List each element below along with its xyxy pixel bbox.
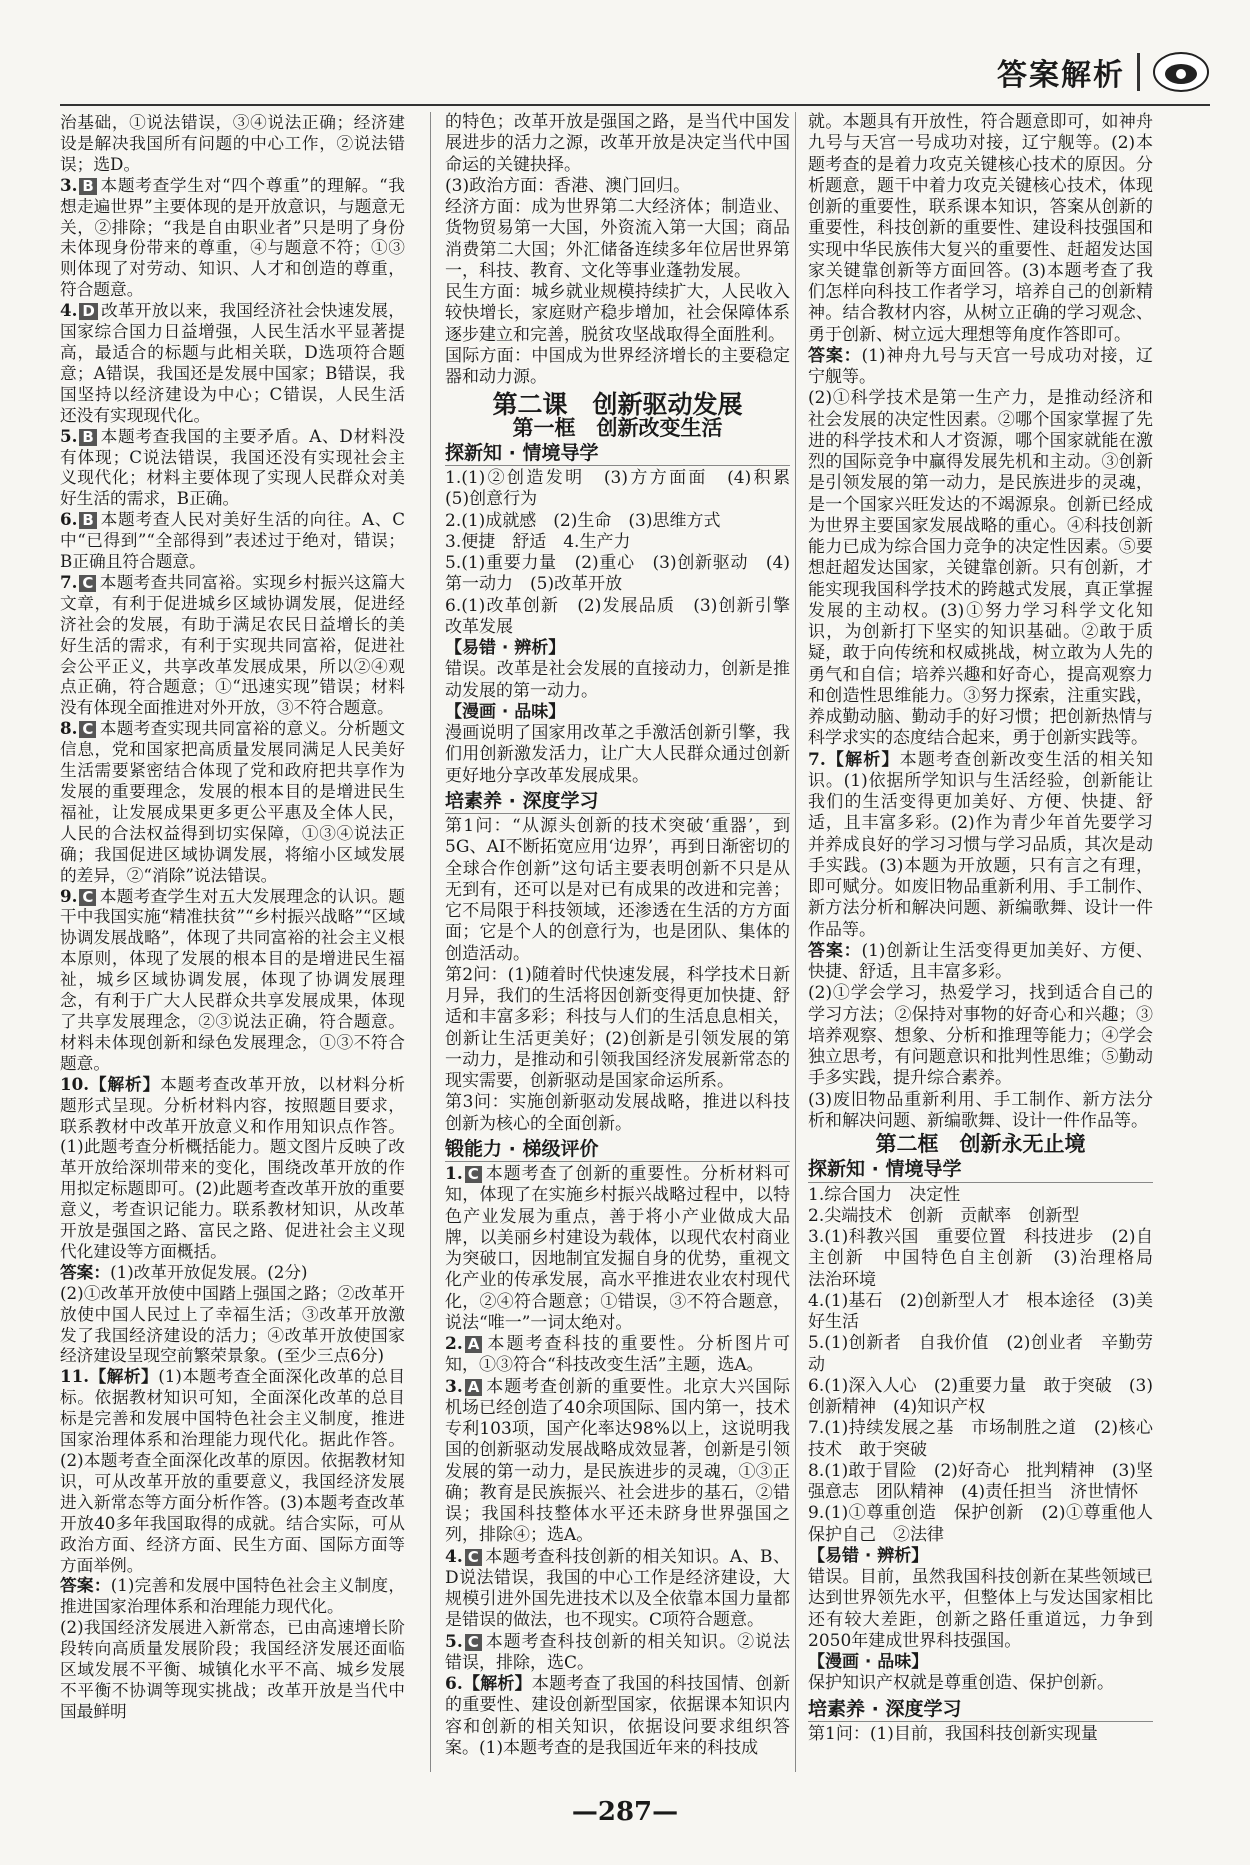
explanation-text: 本题考查科技创新的相关知识。②说法错误，排除，选C。 — [445, 1631, 790, 1673]
paragraph — [808, 388, 1153, 749]
paragraph — [445, 659, 790, 702]
page-header — [997, 50, 1210, 94]
paragraph-text: 就。本题具有开放性，符合题意即可，如神舟九号与天宫一号成功对接，辽宁舰等。(2)本题考查的是着力攻克关键核心技术的原因。分析题意，题干中着力攻克关键核心技术，体现创新的重要性，联系课本知识，答案从创新的重要性，科技创新的重要性、建设科技强国和实现中华民族伟大复兴的重要性、赶超发达国家关键靠创新等方面回答。(3)本题考查了我们怎样向科技工作者学习，培养自己的创新精神。结合教材内容，从树立正确的学习观念、勇于创新、树立远大理想等角度作答即可。 — [808, 112, 1153, 345]
answer-letter: C — [79, 575, 96, 592]
question-number: 7. — [60, 571, 78, 592]
question-number: 9. — [60, 885, 78, 906]
analysis-text: 本题考查改革开放，以材料分析题形式呈现。分析材料内容，按照题目要求，联系教材中改革开放意义和作用知识点作答。(1)此题考查分析概括能力。题文图片反映了改革开放给深圳带来的变化，围绕改革开放的作用拟定标题即可。(2)此题考查改革开放的重要意义，考查识记能力。联系教材知识，从改革开放是强国之路、富民之路、促进社会主义现代化建设等方面概括。 — [60, 1073, 405, 1261]
paragraph-text: 1.(1)②创造发明 (3)方方面面 (4)积累 (5)创意行为 — [445, 468, 807, 510]
question-number: 3. — [445, 1376, 463, 1397]
paragraph — [60, 112, 405, 175]
question-number: 10. — [60, 1073, 90, 1094]
header-title: 答案解析 — [997, 58, 1125, 93]
paragraph-text: 经济方面：成为世界第二大经济体；制造业、货物贸易第一大国，外资流入第一大国；商品消费第二大国；外汇储备连续多年位居世界第一，科技、教育、文化等事业蓬勃发展。 — [445, 197, 790, 281]
question-number: 11. — [60, 1366, 90, 1387]
question-explanation — [445, 1334, 790, 1377]
paragraph-text: 2.尖端技术 创新 贡献率 创新型 — [808, 1205, 1080, 1226]
paragraph-text: 6.(1)深入人心 (2)重要力量 敢于突破 (3)创新精神 (4)知识产权 — [808, 1375, 1153, 1417]
question-analysis — [445, 1674, 790, 1759]
explanation-text: 改革开放以来，我国经济社会快速发展，国家综合国力日益增强，人民生活水平显著提高，最适合的标题与此相关联，D选项符合题意；A错误，我国还是发展中国家；B错误，我国坚持以经济建设为中心；C错误，人民生活还没有实现现代化。 — [60, 300, 405, 425]
header-rule — [60, 104, 1210, 106]
paragraph — [445, 197, 790, 282]
explanation-text: 本题考查创新的重要性。北京大兴国际机场已经创造了40余项国际、国内第一，技术专利103项，国产化率达98%以上，这说明我国的创新驱动发展战略成效显著，创新是引领发展的第一动力，是民族进步的灵魂，①③正确；教育是民族振兴、社会进步的基石，②错误；我国科技整体水平还未跻身世界强国之列，排除④；选A。 — [445, 1376, 790, 1546]
paragraph — [445, 532, 790, 553]
analysis-text: (1)本题考查全面深化改革的总目标。依据教材知识可知，全面深化改革的总目标是完善和发展中国特色社会主义制度，推进国家治理体系和治理能力现代化。据此作答。(2)本题考查全面深化改革的原因。依据教材知识，可从改革开放的重要意义，我国经济发展进入新常态等方面分析作答。(3)本题考查改革开放40多年我国取得的成就。结合实际，可从政治方面、经济方面、民生方面、国际方面等方面举例。 — [60, 1366, 406, 1575]
paragraph — [445, 595, 807, 639]
explanation-text: 本题考查人民对美好生活的向往。A、C中“已得到”“全部得到”表述过于绝对，错误；B正确且符合题意。 — [60, 509, 405, 572]
paragraph — [808, 941, 1153, 984]
subheading: 【易错 · 辨析】 — [808, 1545, 929, 1566]
section-title: 第二框 创新永无止境 — [875, 1132, 1086, 1156]
paragraph — [808, 1333, 1153, 1376]
question-explanation — [60, 426, 405, 510]
question-number: 7. — [808, 749, 826, 770]
paragraph — [445, 723, 790, 787]
paragraph — [808, 1227, 1170, 1291]
column-middle — [445, 112, 807, 1759]
answer-letter: B — [79, 512, 96, 529]
paragraph-text: 7.(1)持续发展之基 市场制胜之道 (2)核心技术 敢于突破 — [808, 1418, 1153, 1460]
question-number: 1. — [445, 1164, 463, 1184]
question-number: 6. — [445, 1674, 463, 1694]
section-heading: 培素养 · 深度学习 — [808, 1699, 1153, 1722]
explanation-text: 本题考查学生对“四个尊重”的理解。“我想走遍世界”主要体现的是开放意识，与题意无关，②排除；“我是自由职业者”只是明了身份未体现身份带来的尊重，④与题意不符；①③则体现了对劳动、知识、人才和创造的尊重，符合题意。 — [60, 174, 405, 300]
paragraph-text: (1)创新让生活变得更加美好、方便、快捷、舒适，且丰富多彩。 — [808, 940, 1153, 982]
paragraph-text: 2.(1)成就感 (2)生命 (3)思维方式 — [445, 510, 721, 531]
paragraph — [445, 553, 790, 596]
paragraph-text: (3)废旧物品重新利用、手工制作、新方法分析和解决问题、新编歌舞、设计一件作品等。 — [808, 1089, 1153, 1131]
answer-letter: C — [79, 889, 96, 906]
paragraph-text: 第2问：(1)随着时代快速发展，科学技术日新月异，我们的生活将因创新变得更加快捷、舒适和丰富多彩；科技与人们的生活息息相关，创新让生活更美好；(2)创新是引领发展的第一动力，是推动和引领我国经济发展新常态的现实需要，创新驱动是国家命运所系。 — [445, 964, 790, 1091]
answer-letter: B — [79, 429, 96, 446]
subheading: 【漫画 · 品味】 — [808, 1652, 929, 1672]
explanation-text: 本题考查共同富裕。实现乡村振兴这篇大文章，有利于促进城乡区域协调发展，促进经济社会的发展，有助于满足农民日益增长的美好生活的需求，有利于实现共同富裕，促进社会公平正义，共享改革发展成果，所以②④观点正确，符合题意；①“迅速实现”错误；材料没有体现全面推进对外开放，③不符合题意。 — [60, 571, 405, 718]
header-divider — [1137, 53, 1140, 91]
paragraph-text: 3.(1)科教兴国 重要位置 科技进步 (2)自主创新 中国特色自主创新 (3)治理格局 法治环境 — [808, 1227, 1170, 1290]
paragraph-text: 错误。目前，虽然我国科技创新在某些领域已达到世界领先水平，但整体上与发达国家相比还有较大差距，创新之路任重道远，力争到2050年建成世界科技强国。 — [808, 1567, 1153, 1651]
section-heading: 锻能力 · 梯级评价 — [445, 1139, 790, 1162]
paragraph-text: (1)完善和发展中国特色社会主义制度，推进国家治理体系和治理能力现代化。 — [60, 1575, 406, 1617]
analysis-text: 本题考查创新改变生活的相关知识。(1)依据所学知识与生活经验，创新能让我们的生活变得更加美好、方便、快捷、舒适，且丰富多彩。(2)作为青少年首先要学习并养成良好的学习习惯与学习品质，其次是动手实践。(3)本题为开放题，只有言之有理，即可赋分。如废旧物品重新利用、手工制作、新方法分析和解决问题、新编歌舞、设计一件作品等。 — [808, 749, 1154, 940]
question-explanation — [60, 572, 405, 718]
answer-label: 答案： — [808, 940, 862, 961]
answer-letter: D — [79, 303, 97, 320]
paragraph — [445, 112, 790, 176]
paragraph-text: 1.综合国力 决定性 — [808, 1184, 961, 1205]
question-explanation — [60, 300, 405, 425]
analysis-tag: 【解析】 — [89, 1366, 159, 1387]
question-explanation — [445, 1377, 790, 1547]
explanation-text: 本题考查科技创新的相关知识。A、B、D说法错误，我国的中心工作是经济建设，大规模引进外国先进技术以及全依靠本国力量都是错误的做法，也不现实。C项符合题意。 — [445, 1546, 790, 1631]
column-left — [60, 112, 405, 1722]
answer-letter: A — [465, 1336, 483, 1353]
answer-letter: A — [465, 1379, 483, 1396]
question-number: 5. — [60, 425, 78, 446]
paragraph — [808, 1724, 1153, 1745]
question-number: 6. — [60, 509, 78, 530]
paragraph — [445, 965, 790, 1093]
question-number: 4. — [60, 300, 78, 321]
question-explanation — [445, 1632, 790, 1675]
paragraph — [808, 1206, 1153, 1227]
question-number: 2. — [445, 1334, 463, 1354]
explanation-text: 本题考查了创新的重要性。分析材料可知，体现了在实施乡村振兴战略过程中，以特色产业发展为重点，善于将小产业做成大品牌，以美丽乡村建设为载体，以现代农村商业为突破口，因地制宜发掘自身的优势，重视文化产业的传承发展，高水平推进农业农村现代化，②④符合题意；①错误，③不符合题意，说法“唯一”一词太绝对。 — [445, 1164, 790, 1333]
analysis-text: 本题考查了我国的科技国情、创新的重要性、建设创新型国家，依据课本知识内容和创新的相关知识，依据设问要求组织答案。(1)本题考查的是我国近年来的科技成 — [445, 1674, 791, 1758]
paragraph — [60, 1575, 405, 1617]
column-divider — [795, 112, 796, 1772]
paragraph — [445, 816, 790, 965]
question-analysis — [808, 750, 1153, 941]
paragraph — [808, 1673, 1153, 1694]
paragraph — [808, 1090, 1153, 1133]
answer-label: 答案： — [60, 1575, 111, 1596]
question-number: 8. — [60, 718, 78, 739]
paragraph-text: 第1问：(1)目前，我国科技创新实现量 — [808, 1723, 1098, 1744]
paragraph — [808, 1461, 1153, 1504]
answer-label: 答案： — [60, 1261, 111, 1282]
paragraph-text: 国际方面：中国成为世界经济增长的主要稳定器和动力源。 — [445, 345, 790, 387]
question-analysis — [60, 1074, 405, 1262]
paragraph — [445, 176, 790, 197]
question-number: 4. — [445, 1546, 463, 1567]
paragraph-text: (1)改革开放促发展。(2分) — [110, 1261, 308, 1282]
explanation-text: 本题考查学生对五大发展理念的认识。题干中我国实施“精准扶贫”“乡村振兴战略”“区域协调发展战略”，体现了共同富裕的社会主义根本原则，体现了发展的根本目的是增进民生福祉，城乡区域协调发展，体现了协调发展理念，有利于广大人民群众共享发展成果，体现了共享发展理念，②③说法正确，符合题意。材料未体现创新和绿色发展理念，①③不符合题意。 — [60, 885, 405, 1073]
lesson-title: 第二课 创新驱动发展 — [492, 390, 743, 420]
paragraph-text: 错误。改革是社会发展的直接动力，创新是推动发展的第一动力。 — [445, 659, 790, 701]
paragraph-text: 8.(1)敢于冒险 (2)好奇心 批判精神 (3)坚强意志 团队精神 (4)责任担当 济世情怀 — [808, 1460, 1153, 1502]
paragraph-text: 4.(1)基石 (2)创新型人才 根本途径 (3)美好生活 — [808, 1290, 1153, 1332]
paragraph — [808, 983, 1153, 1089]
paragraph — [808, 1418, 1153, 1461]
section-heading: 培素养 · 深度学习 — [445, 791, 790, 814]
paragraph — [808, 1185, 1153, 1206]
question-explanation — [60, 509, 405, 572]
paragraph-text: (2)①学会学习，热爱学习，找到适合自己的学习方法；②保持对事物的好奇心和兴趣；③培养观察、想象、分析和推理等能力；④学会独立思考，有问题意识和批判性思维；⑤勤动手多实践，提升综合素养。 — [808, 983, 1153, 1089]
paragraph-text: (2)我国经济发展进入新常态，已由高速增长阶段转向高质量发展阶段；我国经济发展还面临区域发展不平衡、城镇化水平不高、城乡发展不平衡不协调等现实挑战；改革开放是当代中国最鲜明 — [60, 1617, 405, 1721]
explanation-text: 本题考查实现共同富裕的意义。分析题文信息，党和国家把高质量发展同满足人民美好生活需要紧密结合体现了党和政府把共享作为发展的重要理念，发展的根本目的是增进民生福祉，让发展成果更多更公平惠及全体人民，人民的合法权益得到切实保障，①③④说法正确；我国促进区域协调发展，将缩小区域发展的差异，②“消除”说法错误。 — [60, 718, 405, 885]
question-explanation — [60, 886, 405, 1074]
question-number: 3. — [60, 174, 78, 195]
paragraph-text: 的特色；改革开放是强国之路，是当代中国发展进步的活力之源，改革开放是决定当代中国命运的关键抉择。 — [445, 112, 790, 175]
paragraph-text: 治基础，①说法错误，③④说法正确；经济建设是解决我国所有问题的中心工作，②说法错误；选D。 — [60, 112, 405, 174]
paragraph-text: 漫画说明了国家用改革之手激活创新引擎，我们用创新激发活力，让广大人民群众通过创新更好地分享改革发展成果。 — [445, 723, 790, 786]
question-explanation — [60, 718, 405, 885]
page-number: —287— — [571, 1797, 679, 1827]
paragraph-text: (3)政治方面：香港、澳门回归。 — [445, 175, 691, 196]
column-right — [808, 112, 1170, 1745]
paragraph — [60, 1262, 405, 1283]
answer-letter: C — [465, 1634, 482, 1651]
paragraph — [445, 282, 790, 346]
column-divider — [430, 112, 431, 1772]
paragraph — [60, 1617, 405, 1722]
section-heading: 探新知 · 情境导学 — [445, 443, 790, 466]
eye-logo-icon — [1152, 50, 1210, 94]
analysis-tag: 【解析】 — [89, 1073, 161, 1094]
paragraph — [808, 1567, 1153, 1652]
answer-letter: C — [465, 1549, 482, 1566]
paragraph — [808, 112, 1153, 346]
paragraph — [445, 1092, 790, 1135]
question-explanation — [445, 1547, 790, 1632]
paragraph — [445, 468, 807, 511]
paragraph-text: (2)①改革开放使中国踏上强国之路；②改革开放使中国人民过上了幸福生活；③改革开放激发了我国经济建设的活力；④改革开放使国家经济建设呈现空前繁荣景象。(至少三点6分) — [60, 1282, 405, 1366]
question-number: 5. — [445, 1631, 463, 1652]
question-explanation — [60, 175, 405, 300]
paragraph-text: 第1问：“从源头创新的技术突破‘重器’，到5G、AI不断拓宽应用‘边界’，再到日渐密切的全球合作创新”这句话主要表明创新不只是从无到有，还可以是对已有成果的改进和完善；它不局限于科技领域，还渗透在生活的方方面面；它是个人的创意行为，也是团队、集体的创造活动。 — [445, 816, 790, 964]
paragraph-text: (1)神舟九号与天宫一号成功对接，辽宁舰等。 — [808, 345, 1153, 387]
paragraph — [808, 1503, 1170, 1546]
paragraph-text: 第3问：实施创新驱动发展战略，推进以科技创新为核心的全面创新。 — [445, 1092, 790, 1134]
section-heading: 探新知 · 情境导学 — [808, 1159, 1153, 1182]
paragraph-text: (2)①科学技术是第一生产力，是推动经济和社会发展的决定性因素。②哪个国家掌握了先进的科学技术和人才资源，哪个国家就能在激烈的国际竞争中赢得发展先机和主动。③创新是引领发展的第一动力，是民族进步的灵魂，是一个国家兴旺发达的不竭源泉。创新已经成为世界主要国家发展战略的重心。④科技创新能力已成为综合国力竞争的决定性因素。⑤要想赶超发达国家，关键靠创新。只有创新，才能实现我国科学技术的跨越式发展，真正掌握发展的主动权。(3)①努力学习科学文化知识，为创新打下坚实的知识基础。②敢于质疑，敢于向传统和权威挑战，树立敢为人先的勇气和自信；培养兴趣和好奇心，提高观察力和创造性思维能力。③努力探索，注重实践，养成勤动脑、勤动手的好习惯；把创新热情与科学求实的态度结合起来，勇于创新实践等。 — [808, 388, 1153, 749]
paragraph-text: 9.(1)①尊重创造 保护创新 (2)①尊重他人 保护自己 ②法律 — [808, 1503, 1170, 1545]
section-title: 第一框 创新改变生活 — [512, 415, 723, 440]
question-explanation — [445, 1164, 790, 1334]
paragraph-text: 6.(1)改革创新 (2)发展品质 (3)创新引擎 改革发展 — [445, 595, 807, 637]
paragraph-text: 民生方面：城乡就业规模持续扩大，人民收入较快增长，家庭财产稳步增加，社会保障体系逐步建立和完善，脱贫攻坚战取得全面胜利。 — [445, 282, 790, 345]
paragraph-text: 5.(1)创新者 自我价值 (2)创业者 辛勤劳动 — [808, 1333, 1153, 1375]
paragraph-text: 3.便捷 舒适 4.生产力 — [445, 531, 631, 552]
explanation-text: 本题考查科技的重要性。分析图片可知，①③符合“科技改变生活”主题，选A。 — [445, 1334, 790, 1376]
answer-letter: C — [79, 721, 96, 738]
analysis-tag: 【解析】 — [462, 1674, 532, 1694]
answer-letter: B — [79, 178, 96, 195]
answer-label: 答案： — [808, 345, 862, 366]
paragraph — [808, 346, 1153, 389]
paragraph — [445, 346, 790, 389]
question-analysis — [60, 1366, 405, 1575]
paragraph — [808, 1291, 1153, 1334]
paragraph — [445, 511, 790, 532]
subheading: 【漫画 · 品味】 — [445, 701, 566, 722]
paragraph — [808, 1376, 1153, 1419]
explanation-text: 本题考查我国的主要矛盾。A、D材料没有体现；C说法错误，我国还没有实现社会主义现代化；材料主要体现了实现人民群众对美好生活的需求，B正确。 — [60, 425, 405, 509]
analysis-tag: 【解析】 — [825, 749, 900, 770]
paragraph-text: 5.(1)重要力量 (2)重心 (3)创新驱动 (4)第一动力 (5)改革开放 — [445, 553, 790, 595]
paragraph — [60, 1283, 405, 1367]
paragraph-text: 保护知识产权就是尊重创造、保护创新。 — [808, 1673, 1114, 1694]
subheading: 【易错 · 辨析】 — [445, 638, 566, 658]
answer-letter: C — [465, 1166, 482, 1183]
